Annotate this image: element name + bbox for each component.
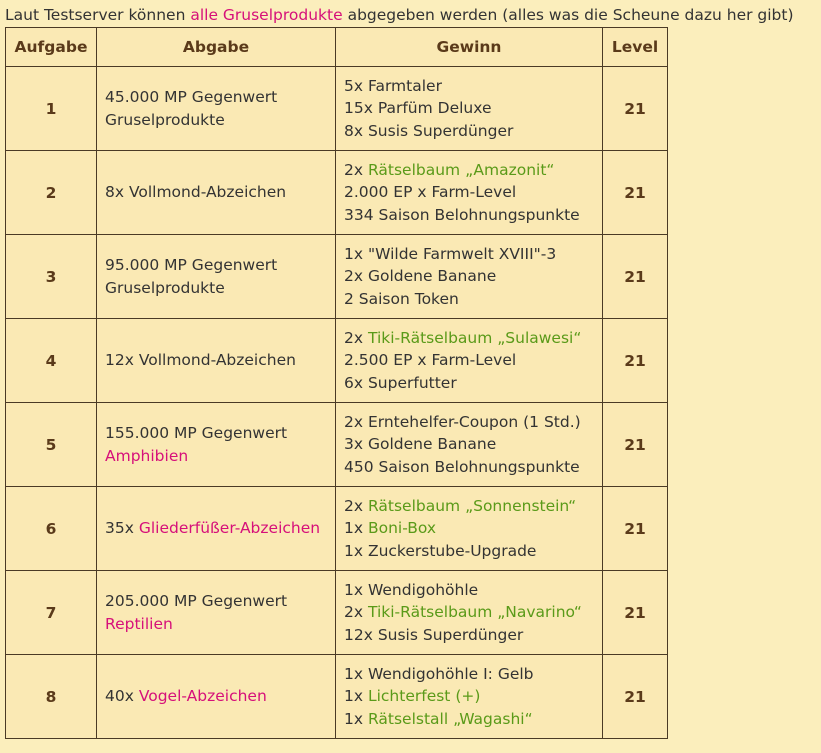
gewinn-line bbox=[344, 540, 602, 563]
gewinn-cell bbox=[336, 235, 603, 319]
task-number: 1 bbox=[6, 67, 97, 151]
table-row bbox=[6, 235, 668, 319]
abgabe-text: Gruselprodukte bbox=[105, 278, 225, 297]
task-number: 8 bbox=[6, 655, 97, 739]
abgabe-cell bbox=[97, 655, 336, 739]
gewinn-text: 1x bbox=[344, 687, 368, 706]
table-row bbox=[6, 151, 668, 235]
abgabe-line bbox=[105, 349, 335, 372]
gewinn-line bbox=[344, 159, 602, 182]
abgabe-item-link[interactable]: Amphibien bbox=[105, 446, 189, 465]
abgabe-line bbox=[105, 181, 335, 204]
gewinn-text: 6x Superfutter bbox=[344, 373, 457, 392]
header-abgabe: Abgabe bbox=[97, 28, 336, 67]
level-value: 21 bbox=[603, 571, 668, 655]
abgabe-line bbox=[105, 517, 335, 540]
abgabe-line bbox=[105, 109, 335, 132]
gewinn-text: 2x bbox=[344, 603, 368, 622]
task-number: 4 bbox=[6, 319, 97, 403]
gewinn-cell bbox=[336, 571, 603, 655]
abgabe-line bbox=[105, 422, 335, 445]
gewinn-item-link[interactable]: Tiki-Rätselbaum „Sulawesi“ bbox=[367, 328, 582, 347]
gewinn-text: 3x Goldene Banane bbox=[344, 435, 497, 454]
gewinn-cell bbox=[336, 655, 603, 739]
gewinn-text: 15x Parfüm Deluxe bbox=[344, 99, 492, 118]
intro-text bbox=[5, 5, 794, 25]
abgabe-cell bbox=[97, 487, 336, 571]
level-value: 21 bbox=[603, 655, 668, 739]
gewinn-line bbox=[344, 327, 602, 350]
task-number: 5 bbox=[6, 403, 97, 487]
gewinn-item-link[interactable]: Rätselbaum „Sonnenstein“ bbox=[367, 496, 577, 515]
gewinn-cell bbox=[336, 319, 603, 403]
gewinn-text: 2.000 EP x Farm-Level bbox=[344, 183, 517, 202]
gewinn-cell bbox=[336, 403, 603, 487]
gewinn-text: 5x Farmtaler bbox=[344, 76, 442, 95]
abgabe-text: 40x bbox=[105, 687, 139, 706]
abgabe-line bbox=[105, 613, 335, 636]
abgabe-text: 45.000 MP Gegenwert bbox=[105, 88, 278, 106]
abgabe-text: Gruselprodukte bbox=[105, 110, 225, 129]
gewinn-text: 1x Zuckerstube-Upgrade bbox=[344, 541, 537, 560]
abgabe-line bbox=[105, 86, 335, 109]
table-row bbox=[6, 403, 668, 487]
task-number: 3 bbox=[6, 235, 97, 319]
level-value: 21 bbox=[603, 67, 668, 151]
gewinn-text: 2x bbox=[344, 160, 368, 179]
gewinn-line bbox=[344, 433, 602, 456]
gewinn-line bbox=[344, 685, 602, 708]
header-row bbox=[6, 28, 668, 67]
gewinn-line bbox=[344, 495, 602, 518]
gewinn-line bbox=[344, 243, 602, 266]
tasks-table bbox=[5, 27, 668, 739]
abgabe-cell bbox=[97, 571, 336, 655]
abgabe-item-link[interactable]: Gliederfüßer-Abzeichen bbox=[138, 519, 321, 538]
header-gewinn: Gewinn bbox=[336, 28, 603, 67]
task-number: 7 bbox=[6, 571, 97, 655]
gruselprodukte-link[interactable]: alle Gruselprodukte bbox=[190, 6, 343, 24]
gewinn-line bbox=[344, 265, 602, 288]
intro-before: Laut Testserver können bbox=[5, 6, 191, 24]
gewinn-text: 2 Saison Token bbox=[344, 289, 459, 308]
abgabe-text: 35x bbox=[105, 519, 139, 538]
abgabe-cell bbox=[97, 67, 336, 151]
gewinn-line bbox=[344, 456, 602, 479]
level-value: 21 bbox=[603, 319, 668, 403]
abgabe-text: 205.000 MP Gegenwert bbox=[105, 592, 288, 610]
abgabe-line bbox=[105, 254, 335, 277]
gewinn-text: 1x "Wilde Farmwelt XVIII"-3 bbox=[344, 244, 557, 263]
abgabe-item-link[interactable]: Vogel-Abzeichen bbox=[138, 687, 267, 706]
task-number: 6 bbox=[6, 487, 97, 571]
gewinn-line bbox=[344, 97, 602, 120]
abgabe-text: 8x Vollmond-Abzeichen bbox=[105, 183, 287, 202]
abgabe-item-link[interactable]: Reptilien bbox=[105, 614, 173, 633]
gewinn-line bbox=[344, 624, 602, 647]
gewinn-item-link[interactable]: Lichterfest (+) bbox=[367, 687, 481, 706]
abgabe-line bbox=[105, 590, 335, 613]
gewinn-text: 12x Susis Superdünger bbox=[344, 625, 524, 644]
abgabe-cell bbox=[97, 151, 336, 235]
header-aufgabe: Aufgabe bbox=[6, 28, 97, 67]
gewinn-text: 450 Saison Belohnungspunkte bbox=[344, 457, 580, 476]
abgabe-text: 12x Vollmond-Abzeichen bbox=[105, 351, 296, 370]
gewinn-cell bbox=[336, 67, 603, 151]
abgabe-line bbox=[105, 685, 335, 708]
gewinn-text: 2x Erntehelfer-Coupon (1 Std.) bbox=[344, 412, 581, 431]
abgabe-text: 155.000 MP Gegenwert bbox=[105, 424, 288, 442]
gewinn-item-link[interactable]: Boni-Box bbox=[367, 519, 437, 538]
gewinn-cell bbox=[336, 151, 603, 235]
level-value: 21 bbox=[603, 487, 668, 571]
gewinn-text: 8x Susis Superdünger bbox=[344, 121, 514, 140]
task-number: 2 bbox=[6, 151, 97, 235]
gewinn-text: 334 Saison Belohnungspunkte bbox=[344, 205, 580, 224]
level-value: 21 bbox=[603, 151, 668, 235]
table-row bbox=[6, 67, 668, 151]
gewinn-line bbox=[344, 288, 602, 311]
gewinn-line bbox=[344, 75, 602, 98]
table-row bbox=[6, 487, 668, 571]
gewinn-line bbox=[344, 120, 602, 143]
gewinn-item-link[interactable]: Tiki-Rätselbaum „Navarino“ bbox=[367, 603, 582, 622]
abgabe-cell bbox=[97, 319, 336, 403]
gewinn-text: 1x Wendigohöhle bbox=[344, 580, 479, 599]
gewinn-line bbox=[344, 663, 602, 686]
gewinn-text: 2x bbox=[344, 328, 368, 347]
intro-after: abgegeben werden (alles was die Scheune dazu her gibt) bbox=[342, 6, 794, 24]
level-value: 21 bbox=[603, 403, 668, 487]
gewinn-text: 2.500 EP x Farm-Level bbox=[344, 351, 517, 370]
table-row bbox=[6, 571, 668, 655]
gewinn-line bbox=[344, 579, 602, 602]
abgabe-cell bbox=[97, 403, 336, 487]
gewinn-line bbox=[344, 411, 602, 434]
gewinn-line bbox=[344, 601, 602, 624]
table-row bbox=[6, 655, 668, 739]
gewinn-text: 1x Wendigohöhle I: Gelb bbox=[344, 664, 534, 683]
gewinn-text: 1x bbox=[344, 519, 368, 538]
gewinn-line bbox=[344, 517, 602, 540]
abgabe-text: 95.000 MP Gegenwert bbox=[105, 256, 278, 274]
gewinn-line bbox=[344, 372, 602, 395]
gewinn-item-link[interactable]: Rätselstall „Wagashi“ bbox=[367, 709, 533, 728]
gewinn-item-link[interactable]: Rätselbaum „Amazonit“ bbox=[367, 160, 555, 179]
abgabe-line bbox=[105, 445, 335, 468]
gewinn-line bbox=[344, 349, 602, 372]
level-value: 21 bbox=[603, 235, 668, 319]
gewinn-line bbox=[344, 204, 602, 227]
header-level: Level bbox=[603, 28, 668, 67]
abgabe-line bbox=[105, 277, 335, 300]
gewinn-text: 2x Goldene Banane bbox=[344, 267, 497, 286]
abgabe-cell bbox=[97, 235, 336, 319]
gewinn-text: 2x bbox=[344, 496, 368, 515]
table-body bbox=[6, 67, 668, 739]
gewinn-text: 1x bbox=[344, 709, 368, 728]
gewinn-line bbox=[344, 181, 602, 204]
table-row bbox=[6, 319, 668, 403]
gewinn-cell bbox=[336, 487, 603, 571]
gewinn-line bbox=[344, 708, 602, 731]
